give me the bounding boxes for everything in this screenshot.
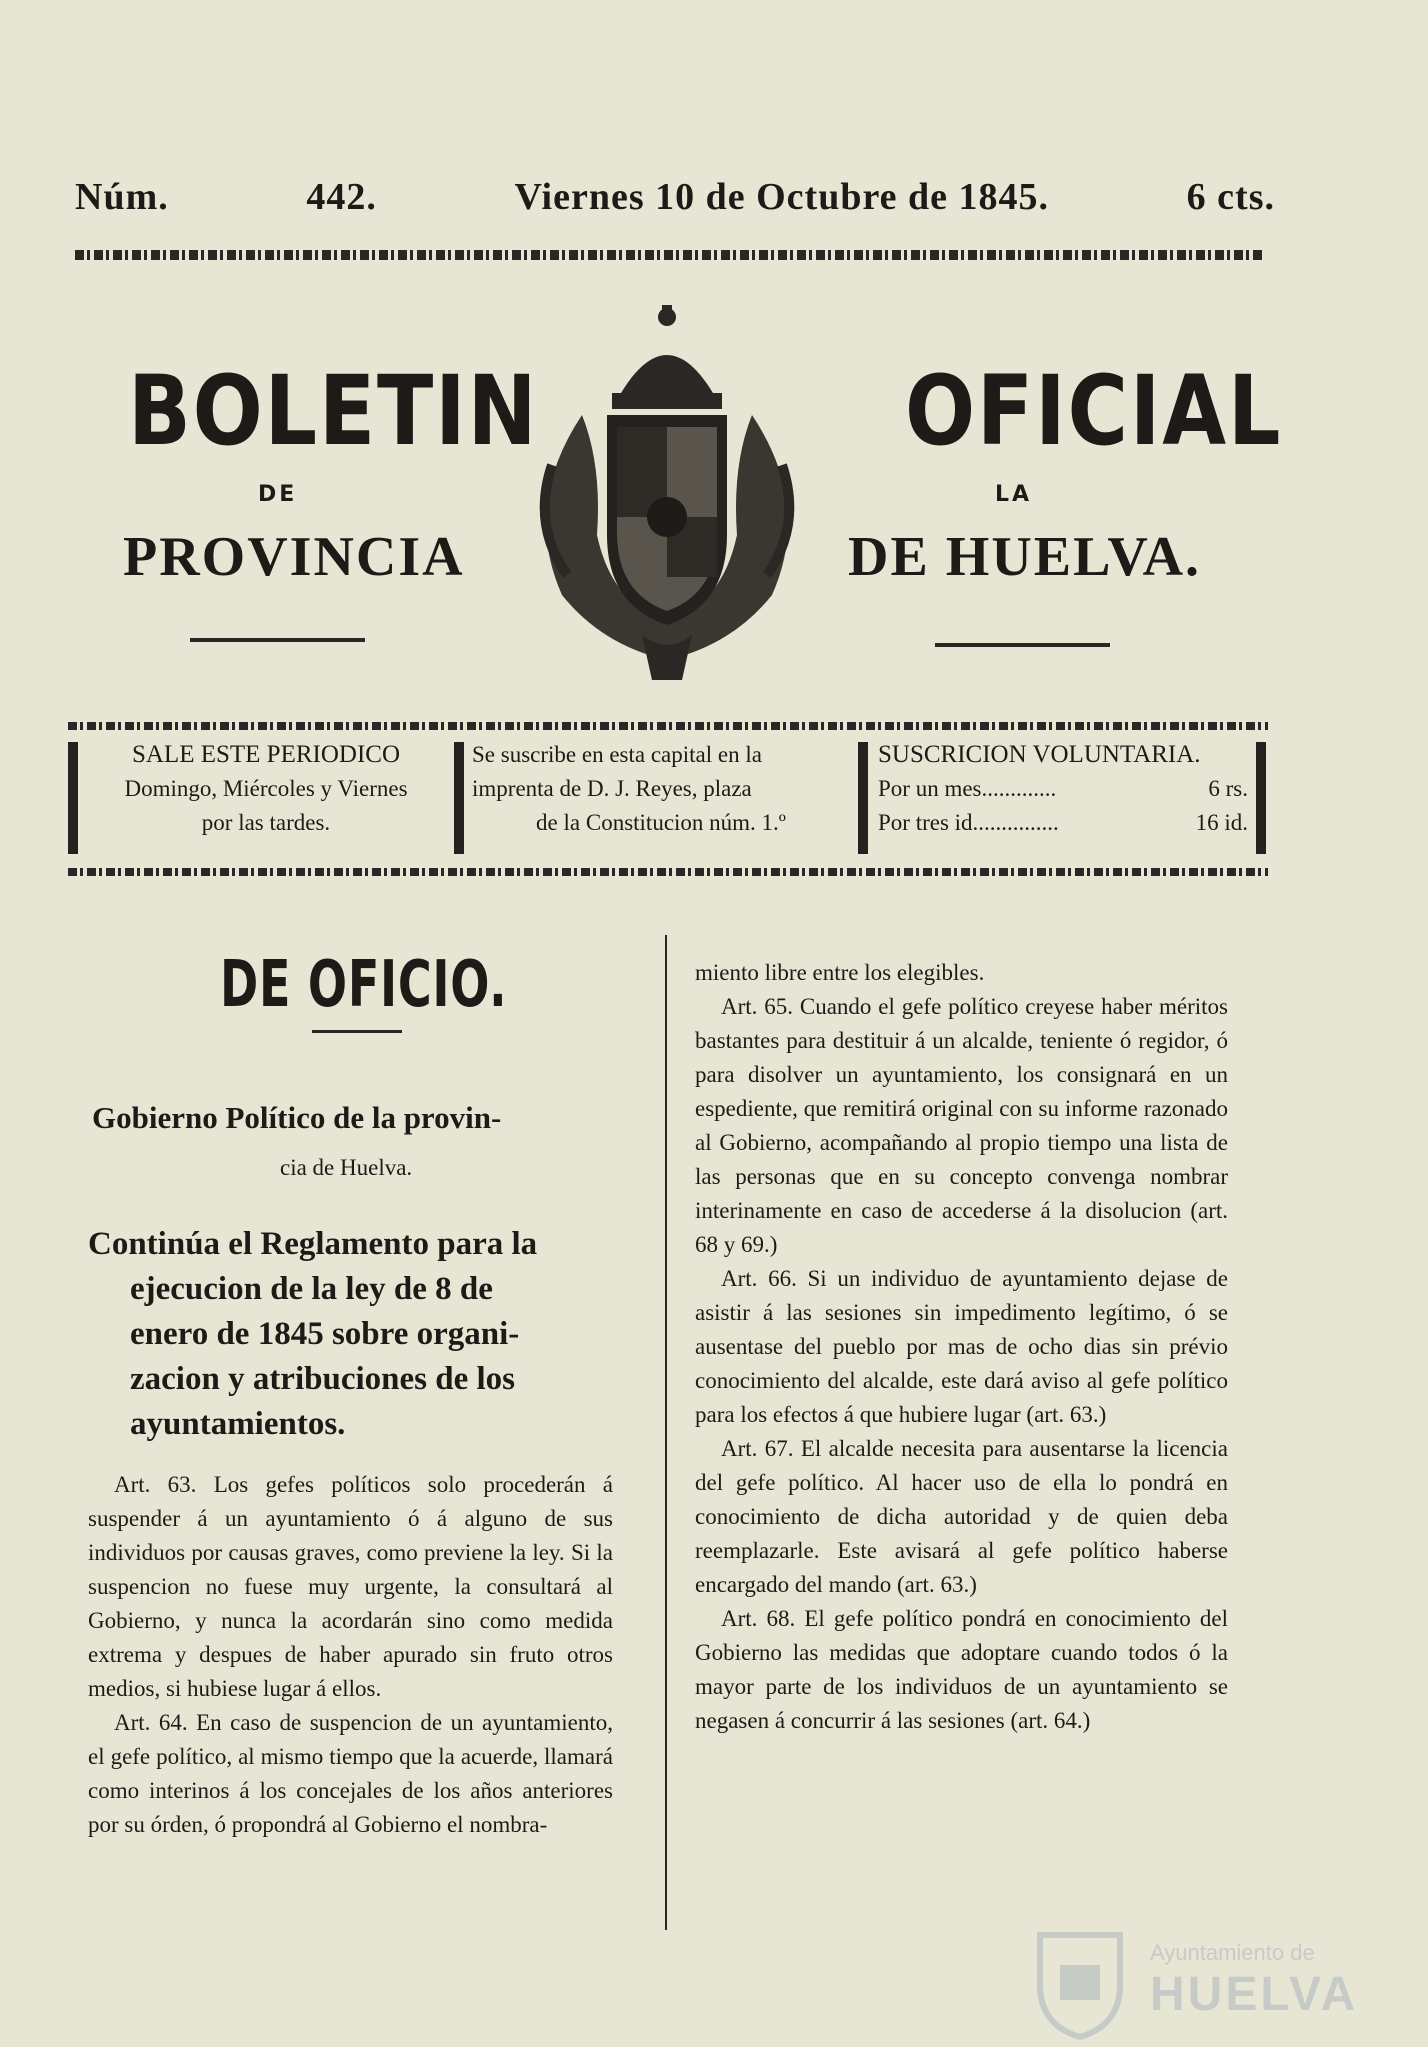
price-one-month-label: Por un mes.............: [878, 776, 1057, 801]
title-provincia: PROVINCIA: [123, 526, 465, 588]
huelva-city-shield-icon: [1030, 1925, 1130, 2040]
regulation-heading-line-2: ejecucion de la ley de 8 de: [130, 1271, 493, 1307]
ornamental-rule-info-bottom: [68, 868, 1268, 876]
royal-coat-of-arms-icon: [522, 305, 812, 685]
voluntary-subscription-box: [858, 738, 1268, 860]
right-column-body: [695, 956, 1228, 1738]
price-row-three-months: [878, 806, 1248, 840]
title-boletin: BOLETIN: [128, 355, 539, 467]
gobierno-heading-cont: cia de Huelva.: [280, 1155, 413, 1180]
regulation-heading-line-5: ayuntamientos.: [130, 1406, 346, 1442]
publication-schedule-box: [68, 738, 448, 860]
article-65: Art. 65. Cuando el gefe político creyese haber méritos bastantes para destituir á un alcalde, teniente ó regidor, ó para disolver un ayuntamiento, los consignará en un espediente, que remitirá original con su informe razonado al Gobierno, acompañando al propio tiempo una lista de las personas que en su concepto convenga nombrar interinamente en caso de accederse á la disolucion (art. 68 y 69.): [695, 994, 1228, 1257]
issue-number: 442.: [306, 176, 377, 218]
subscription-place-line-2: imprenta de D. J. Reyes, plaza: [472, 776, 752, 801]
article-63: Art. 63. Los gefes políticos solo procederán á suspender á un ayuntamiento ó á alguno de sus individuos por causas graves, como previene la ley. Si la suspencion no fuese muy urgente, la consultará al Gobierno, y nunca la acordarán sino como medida extrema y despues de haber apurado sin fruto otros medios, si hubiese lugar á ellos.: [88, 1472, 613, 1701]
archive-watermark: [1030, 1925, 1359, 2040]
left-column-body: [88, 1468, 613, 1842]
regulation-heading-line-3: enero de 1845 sobre organi-: [130, 1316, 520, 1352]
title-la: LA: [995, 482, 1033, 507]
section-heading: DE OFICIO.: [220, 948, 508, 1022]
column-divider: [665, 935, 667, 1930]
article-64: Art. 64. En caso de suspencion de un ayuntamiento, el gefe político, al mismo tiempo que la acuerde, llamará como interinos á los concejales de los años anteriores por su órden, ó propondrá al Gobierno el nombra-: [88, 1710, 613, 1837]
regulation-heading-line-1: Continúa el Reglamento para la: [88, 1226, 538, 1262]
article-66: Art. 66. Si un individuo de ayuntamiento dejase de asistir á las sesiones sin impedimento legítimo, ó se ausentase del pueblo por mas de ocho dias sin prévio conocimiento del alcalde, este dará aviso al gefe político para los efectos á que hubiere lugar (art. 63.): [695, 1266, 1228, 1427]
regulation-heading: [88, 1222, 628, 1447]
price-one-month-value: 6 rs.: [1208, 776, 1248, 801]
ornamental-rule-top: [75, 250, 1265, 260]
subscription-place-box: [454, 738, 854, 860]
article-68: Art. 68. El gefe político pondrá en conocimiento del Gobierno las medidas que adoptare cuando todos ó la mayor parte de los individuos de un ayuntamiento se negasen á concurrir á las sesiones (art. 64.): [695, 1606, 1228, 1733]
issue-price: 6 cts.: [1186, 176, 1275, 218]
price-row-one-month: [878, 772, 1248, 806]
watermark-line-2: HUELVA: [1150, 1968, 1359, 2021]
title-de-huelva: DE HUELVA.: [848, 526, 1202, 588]
title-underline-right: [935, 643, 1110, 647]
title-oficial: OFICIAL: [905, 355, 1283, 467]
gobierno-heading: Gobierno Político de la provin-: [92, 1100, 502, 1135]
price-three-months-label: Por tres id...............: [878, 810, 1059, 835]
section-heading-underline: [312, 1030, 402, 1033]
price-three-months-value: 16 id.: [1195, 810, 1248, 835]
watermark-line-1: Ayuntamiento de: [1150, 1940, 1315, 1965]
schedule-line-1: SALE ESTE PERIODICO: [131, 741, 401, 768]
issue-masthead: [75, 175, 1275, 219]
issue-number-label: Núm.: [75, 176, 169, 218]
issue-date: Viernes 10 de Octubre de 1845.: [514, 176, 1050, 218]
title-de: DE: [258, 482, 298, 507]
voluntary-subscription-title: SUSCRICION VOLUNTARIA.: [878, 741, 1201, 768]
title-underline-left: [190, 638, 365, 642]
subscription-info-band: [68, 738, 1268, 860]
schedule-line-2: Domingo, Miércoles y Viernes: [124, 776, 408, 801]
article-64-continued: miento libre entre los elegibles.: [695, 960, 985, 985]
subscription-place-line-1: Se suscribe en esta capital en la: [472, 742, 762, 767]
ornamental-rule-info-top: [68, 722, 1268, 730]
subscription-place-line-3: de la Constitucion núm. 1.º: [536, 810, 786, 835]
regulation-heading-line-4: zacion y atribuciones de los: [130, 1361, 515, 1397]
article-67: Art. 67. El alcalde necesita para ausentarse la licencia del gefe político. Al hacer uso de ella lo pondrá en conocimiento de dicha autoridad y de quien deba reemplazarle. Este avisará al gefe político haberse encargado del mando (art. 63.): [695, 1436, 1228, 1597]
schedule-line-3: por las tardes.: [201, 810, 331, 835]
